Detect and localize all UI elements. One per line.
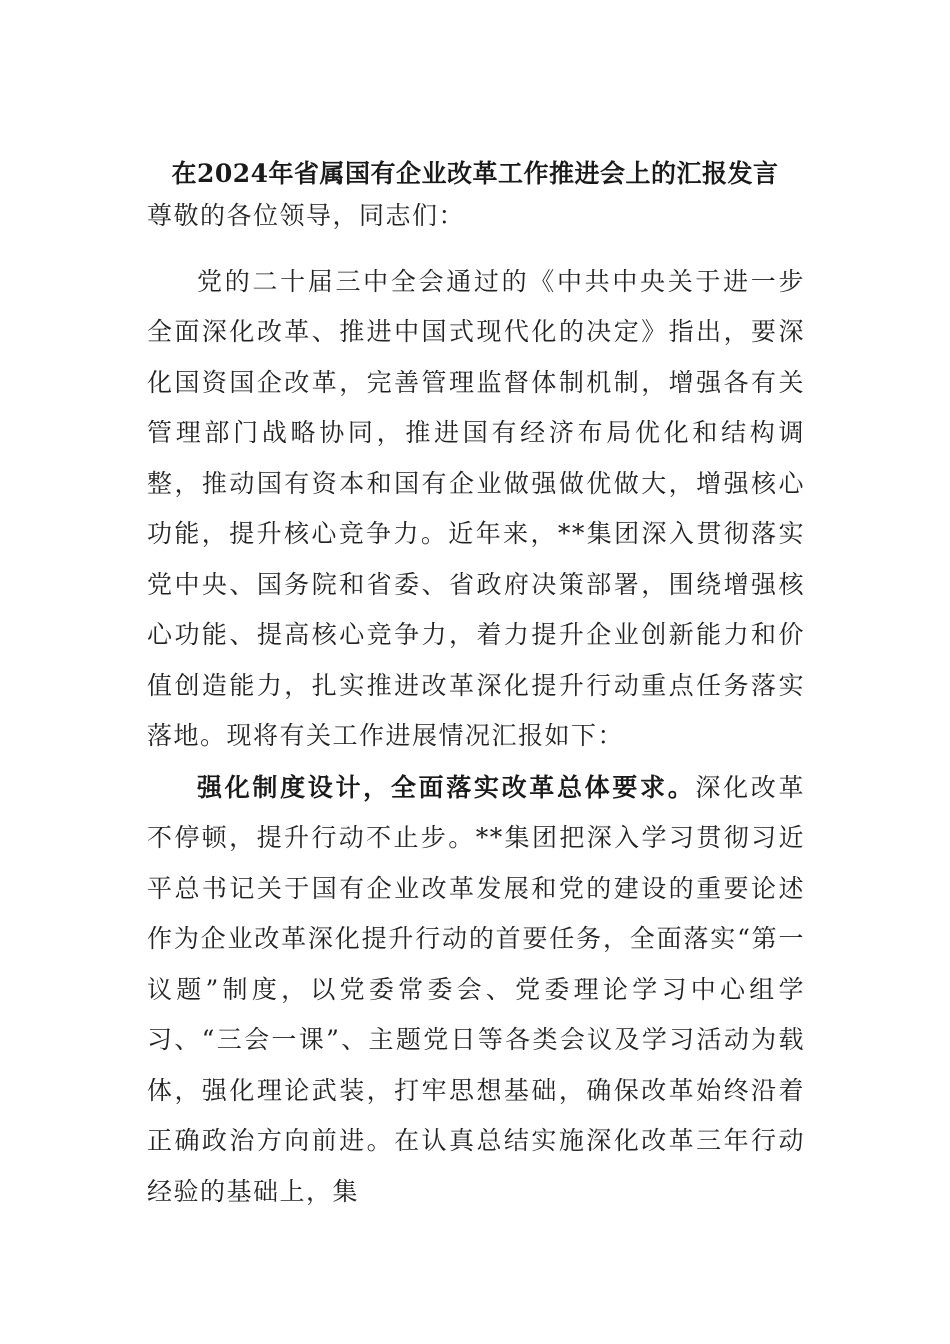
paragraph-section-1	[147, 763, 805, 1218]
paragraph-lead-heading: 强化制度设计，全面落实改革总体要求。	[197, 772, 696, 802]
document-body	[147, 191, 805, 1217]
document-title: 在2024年省属国有企业改革工作推进会上的汇报发言	[171, 159, 779, 188]
paragraph-text: 深化改革不停顿，提升行动不止步。**集团把深入学习贯彻习近平总书记关于国有企业改革发展和党的建设的重要论述作为企业改革深化提升行动的首要任务，全面落实“第一议题”制度，以党委常委会、党委理论学习中心组学习、“三会一课”、主题党日等各类会议及学习活动为载体，强化理论武装，打牢思想基础，确保改革始终沿着正确政治方向前进。在认真总结实施深化改革三年行动经验的基础上，集	[147, 772, 805, 1206]
salutation: 尊敬的各位领导，同志们：	[147, 201, 466, 230]
paragraph-intro	[147, 257, 805, 762]
paragraph-text: 党的二十届三中全会通过的《中共中央关于进一步全面深化改革、推进中国式现代化的决定》指出，要深化国资国企改革，完善管理监督体制机制，增强各有关管理部门战略协同，推进国有经济布局优化和结构调整，推动国有资本和国有企业做强做优做大，增强核心功能，提升核心竞争力。近年来，**集团深入贯彻落实党中央、国务院和省委、省政府决策部署，围绕增强核心功能、提高核心竞争力，着力提升企业创新能力和价值创造能力，扎实推进改革深化提升行动重点任务落实落地。现将有关工作进展情况汇报如下：	[147, 266, 805, 750]
